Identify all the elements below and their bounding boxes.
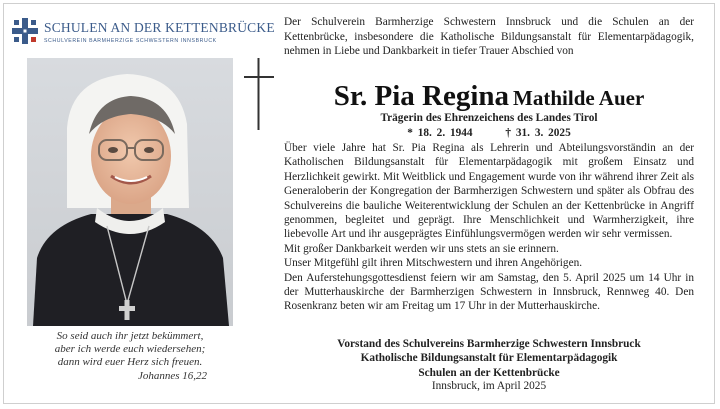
logo-icon [12,18,38,44]
deceased-name [284,80,694,113]
portrait-photo [27,58,233,326]
intro-text: Der Schulverein Barmherzige Schwestern Innsbruck und die Schulen an der Kettenbrücke, insbesondere die Katholische Bildungsanstalt für Elementarpädagogik, nehmen in Liebe und Dankbarkeit in tiefer Trauer Abschied von [284,16,694,58]
name-secondary: Mathilde Auer [513,86,645,110]
school-logo [12,16,275,48]
bio-paragraph: Über viele Jahre hat Sr. Pia Regina als Lehrerin und Abteilungsvorständin an der Katholischen Bildungsanstalt für Elementarpädagogik mit großem Einsatz und Herzlichkeit gewirkt. Mit Weitblick und Engagement wurde von ihr während ihrer Zeit als Generaloberin der Kongregation der Barmherzigen Schwestern und später als Obfrau des Schulvereins die bauliche Weiterentwicklung der Schulen an der Kettenbrücke in Angriff genommen, begleitet und geprägt. Ihre Menschlichkeit und Warmherzigkeit, ihre liebevolle Art und ihr ausgeprägtes Einfühlungsvermögen werden wir sehr vermissen. [284,142,694,241]
quote-line: So seid auch ihr jetzt bekümmert, [56,330,204,342]
biography [284,141,694,314]
closing-line: Katholische Bildungsanstalt für Elementarpädagogik [360,352,618,365]
life-dates [284,127,694,139]
bio-paragraph: Mit großer Dankbarkeit werden wir uns stets an sie erinnern. [284,242,559,255]
logo-subtitle: SCHULVEREIN BARMHERZIGE SCHWESTERN INNSBRUCK [44,38,217,44]
bio-paragraph: Den Auferstehungsgottesdienst feiern wir am Samstag, den 5. April 2025 um 14 Uhr in der Mutterhauskirche der Barmherzigen Schwestern in Innsbruck, Rennweg 40. Den Rosenkranz beten wir am Freitag um 17 Uhr in der Mutterhauskirche. [284,271,694,313]
birth-date: * 18. 2. 1944 [407,127,473,139]
death-date: † 31. 3. 2025 [505,127,571,139]
logo-title: SCHULEN AN DER KETTENBRÜCKE [44,20,275,35]
quote-reference: Johannes 16,22 [137,369,207,382]
quote-line: dann wird euer Herz sich freuen. [57,356,203,369]
closing-line: Vorstand des Schulvereins Barmherzige Schwestern Innsbruck [337,338,641,350]
closing-signatures [284,337,694,380]
name-main: Sr. Pia Regina [333,80,510,112]
closing-line: Schulen an der Kettenbrücke [418,366,560,379]
honor-line: Trägerin des Ehrenzeichens des Landes Tirol [380,112,598,124]
bio-paragraph: Unser Mitgefühl gilt ihren Mitschwestern und ihren Angehörigen. [284,257,583,270]
place-date: Innsbruck, im April 2025 [431,380,547,392]
quote-line: aber ich werde euch wiedersehen; [54,343,206,356]
bible-quote [27,330,233,383]
cross-icon [244,58,274,130]
